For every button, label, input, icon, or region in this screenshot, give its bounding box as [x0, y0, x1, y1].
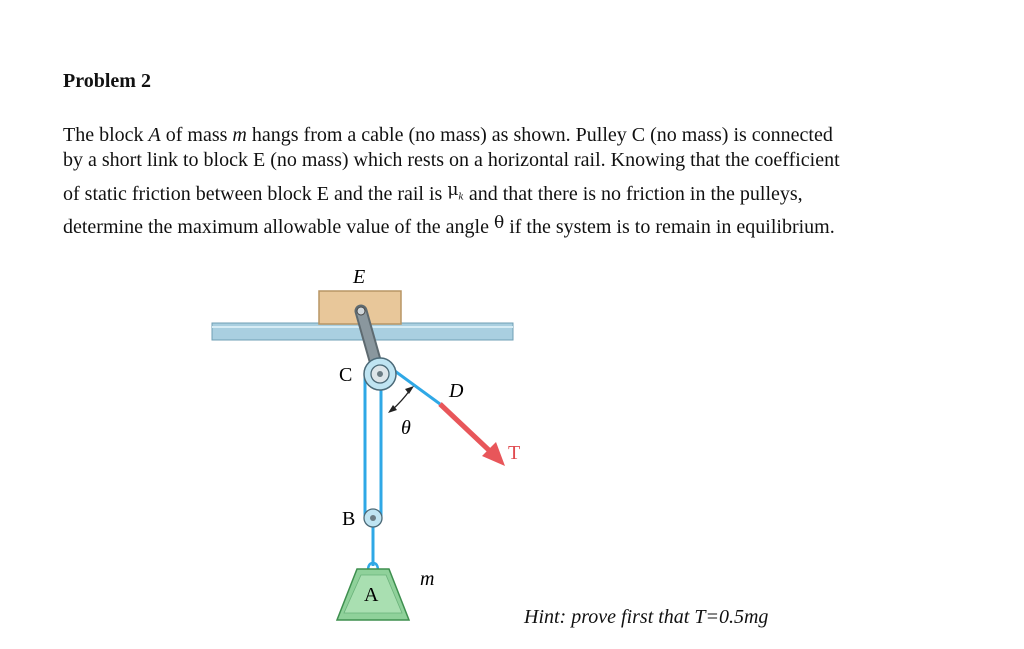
- line1-text-c: hangs from a cable (no mass) as shown. Pulley C (no mass) is connected: [246, 124, 833, 146]
- force-arrow-t: [440, 404, 493, 454]
- label-t: T: [508, 442, 521, 464]
- label-theta: θ: [401, 417, 411, 439]
- line4-text-a: determine the maximum allowable value of the angle: [63, 216, 494, 239]
- theta-arrow-right: [405, 386, 414, 394]
- line1-text-b: of mass: [160, 124, 233, 146]
- mu-subscript: k: [458, 192, 464, 203]
- label-m: m: [420, 568, 435, 590]
- link-pin-e: [357, 307, 365, 315]
- pulley-c-pin: [377, 371, 383, 377]
- line4-text-b: if the system is to remain in equilibrium.: [509, 216, 835, 239]
- line3-text-b: and that there is no friction in the pulleys,: [468, 183, 803, 205]
- label-d: D: [449, 380, 464, 402]
- label-c: C: [339, 364, 353, 386]
- pulley-b-pin: [370, 515, 376, 521]
- line1-text-a: The block: [63, 124, 149, 146]
- mass-var: m: [232, 124, 247, 146]
- theta-symbol: θ: [493, 213, 505, 234]
- label-a: A: [364, 584, 379, 606]
- label-e: E: [353, 266, 366, 288]
- block-a-var: A: [148, 124, 161, 146]
- theta-arc: [392, 390, 410, 410]
- label-b: B: [342, 508, 356, 530]
- hint-text: Hint: prove first that T=0.5mg: [524, 606, 769, 628]
- problem-title: Problem 2: [63, 70, 151, 92]
- statement-line-2: by a short link to block E (no mass) which rests on a horizontal rail. Knowing that the coefficient: [63, 149, 840, 171]
- mu-glyph: μ: [447, 180, 459, 200]
- line3-text-a: of static friction between block E and the rail is: [63, 183, 448, 205]
